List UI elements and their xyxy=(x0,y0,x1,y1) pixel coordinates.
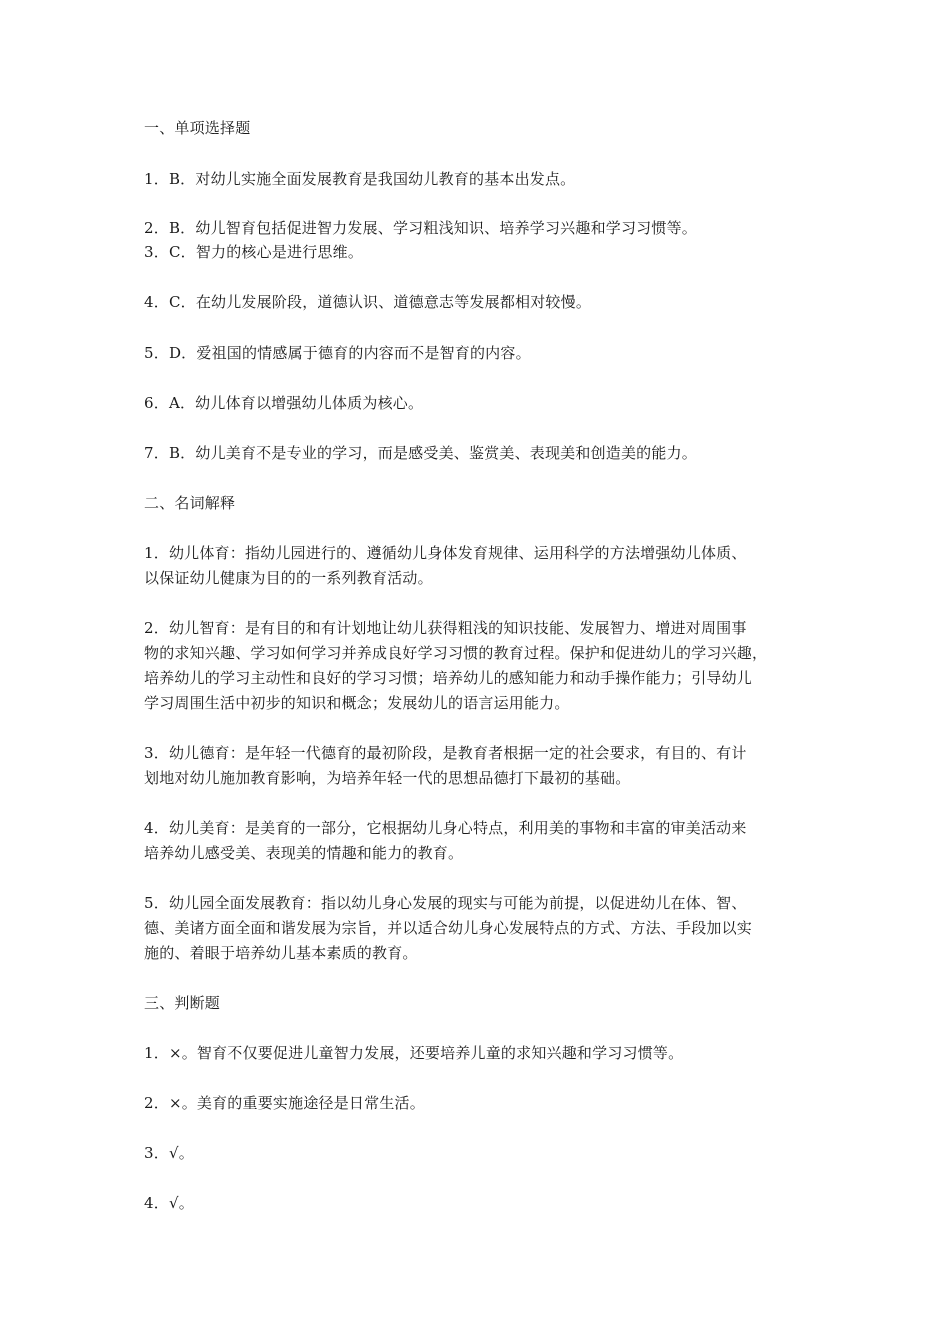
term-definition-line: 4．幼儿美育：是美育的一部分，它根据幼儿身心特点，利用美的事物和丰富的审美活动来 xyxy=(144,819,747,837)
term-definition-line: 施的、着眼于培养幼儿基本素质的教育。 xyxy=(144,944,418,962)
term-definition-line: 1．幼儿体育：指幼儿园进行的、遵循幼儿身体发育规律、运用科学的方法增强幼儿体质、 xyxy=(144,544,747,562)
answer-item: 1．B．对幼儿实施全面发展教育是我国幼儿教育的基本出发点。 xyxy=(144,170,576,188)
answer-item: 3．C．智力的核心是进行思维。 xyxy=(144,243,364,261)
term-definition-line: 学习周围生活中初步的知识和概念；发展幼儿的语言运用能力。 xyxy=(144,694,570,712)
section-heading: 二、名词解释 xyxy=(144,494,236,512)
term-definition-line: 培养幼儿的学习主动性和良好的学习习惯；培养幼儿的感知能力和动手操作能力；引导幼儿 xyxy=(144,669,753,687)
term-definition-line: 5．幼儿园全面发展教育：指以幼儿身心发展的现实与可能为前提，以促进幼儿在体、智、 xyxy=(144,894,747,912)
answer-item: 4．C．在幼儿发展阶段，道德认识、道德意志等发展都相对较慢。 xyxy=(144,293,592,311)
judgement-item: 1．×。智育不仅要促进儿童智力发展，还要培养儿童的求知兴趣和学习习惯等。 xyxy=(144,1044,684,1062)
term-definition-line: 德、美诸方面全面和谐发展为宗旨，并以适合幼儿身心发展特点的方式、方法、手段加以实 xyxy=(144,919,753,937)
term-definition-line: 2．幼儿智育：是有目的和有计划地让幼儿获得粗浅的知识技能、发展智力、增进对周围事 xyxy=(144,619,747,637)
answer-item: 6．A．幼儿体育以增强幼儿体质为核心。 xyxy=(144,394,424,412)
judgement-item: 2．×。美育的重要实施途径是日常生活。 xyxy=(144,1094,425,1112)
term-definition-line: 以保证幼儿健康为目的的一系列教育活动。 xyxy=(144,569,433,587)
section-heading: 一、单项选择题 xyxy=(144,119,251,137)
answer-item: 5．D．爱祖国的情感属于德育的内容而不是智育的内容。 xyxy=(144,344,531,362)
answer-item: 7．B．幼儿美育不是专业的学习，而是感受美、鉴赏美、表现美和创造美的能力。 xyxy=(144,444,697,462)
term-definition-line: 物的求知兴趣、学习如何学习并养成良好学习习惯的教育过程。保护和促进幼儿的学习兴趣， xyxy=(144,644,768,662)
judgement-item: 3．√。 xyxy=(144,1144,194,1162)
term-definition-line: 3．幼儿德育：是年轻一代德育的最初阶段，是教育者根据一定的社会要求，有目的、有计 xyxy=(144,744,747,762)
term-definition-line: 培养幼儿感受美、表现美的情趣和能力的教育。 xyxy=(144,844,464,862)
answer-item: 2．B．幼儿智育包括促进智力发展、学习粗浅知识、培养学习兴趣和学习习惯等。 xyxy=(144,219,697,237)
section-heading: 三、判断题 xyxy=(144,994,221,1012)
judgement-item: 4．√。 xyxy=(144,1194,194,1212)
term-definition-line: 划地对幼儿施加教育影响，为培养年轻一代的思想品德打下最初的基础。 xyxy=(144,769,631,787)
